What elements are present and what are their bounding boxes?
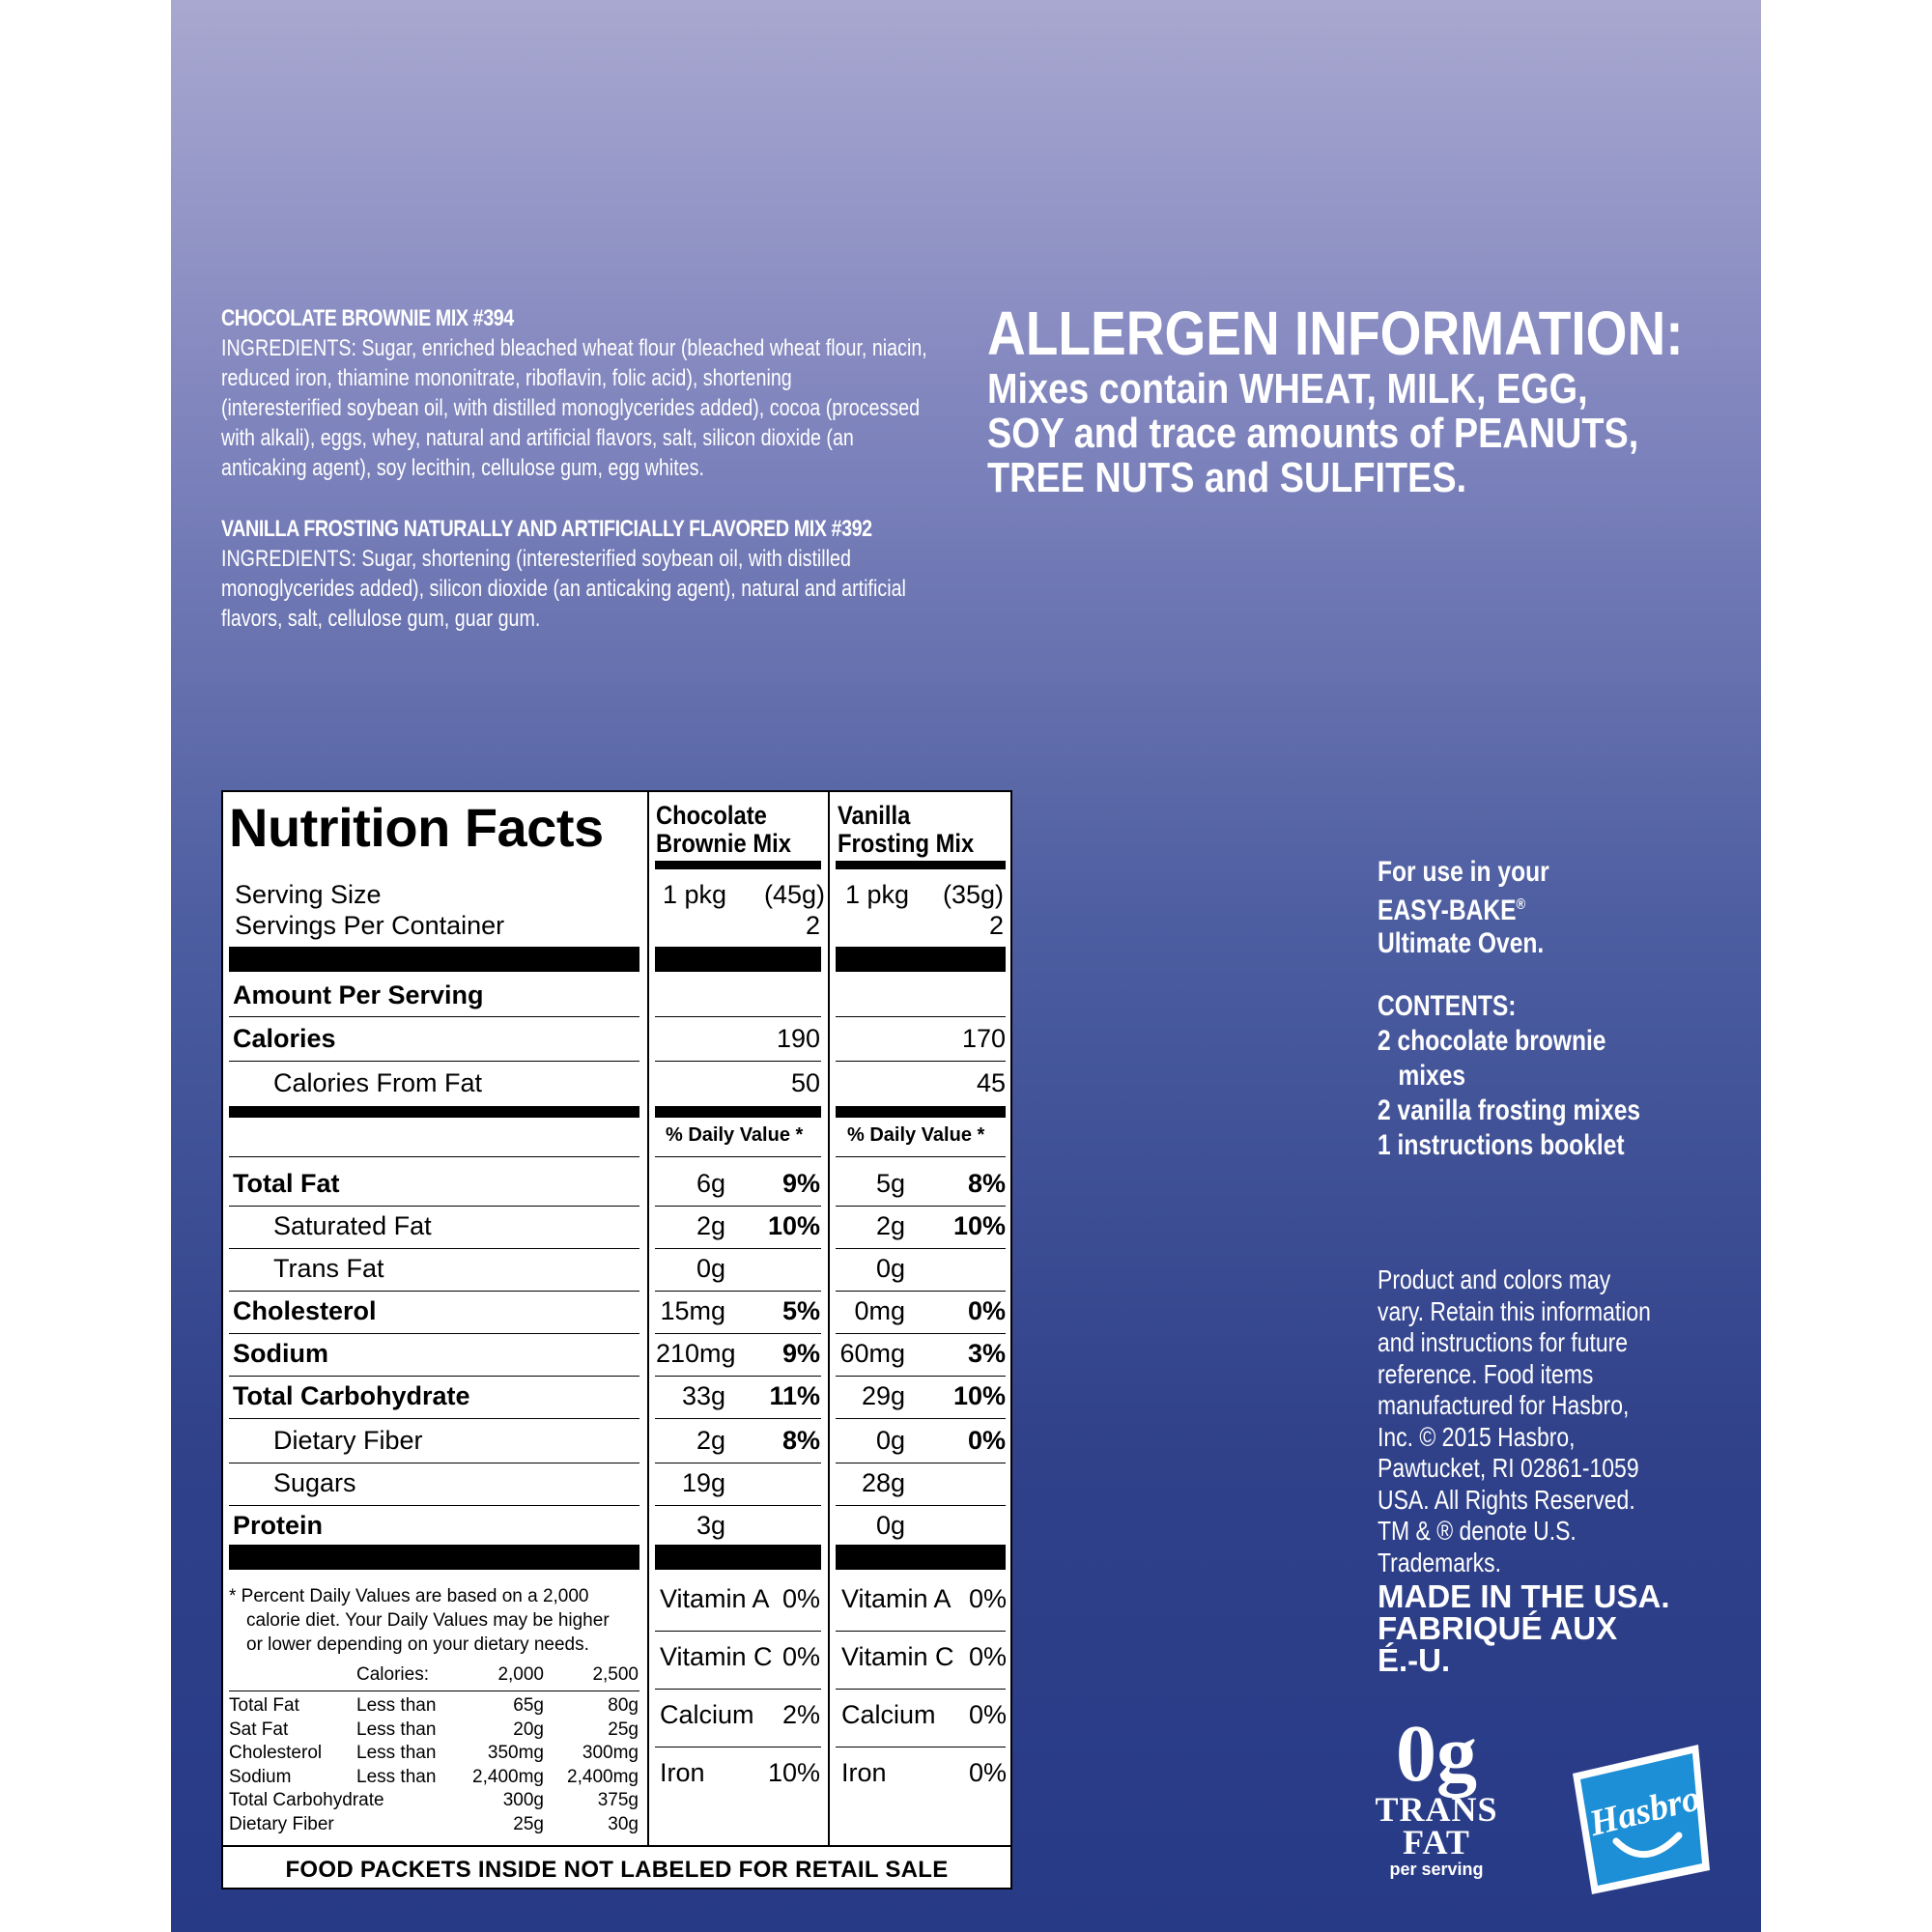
legal-line: Inc. © 2015 Hasbro, [1378, 1421, 1576, 1452]
legal-line: reference. Food items [1378, 1358, 1594, 1389]
legal-line: TM & ® denote U.S. [1378, 1516, 1577, 1546]
contents-item: 2 chocolate brownie [1378, 1025, 1606, 1057]
nutrient-amount-frosting: 2g [875, 1211, 905, 1240]
nutrient-label: Sugars [273, 1468, 356, 1497]
vitamin-name: Iron [841, 1758, 887, 1787]
rule [836, 1689, 1006, 1690]
nutrient-dv-brownie: 5% [781, 1296, 820, 1325]
col-head-brownie: Chocolate Brownie Mix [656, 801, 791, 858]
rule [655, 1376, 821, 1377]
vitamin-name: Vitamin A [660, 1584, 770, 1613]
fn-qualifier: Less than [356, 1743, 437, 1763]
contents-title: CONTENTS: [1378, 990, 1517, 1022]
rule [229, 1291, 639, 1292]
trans-fat-text: FAT [1403, 1823, 1470, 1861]
vitamin-name: Calcium [841, 1700, 936, 1729]
nutrient-dv-frosting: 10% [952, 1381, 1006, 1410]
nutrient-amount-brownie: 6g [696, 1169, 725, 1198]
servings-brownie: 2 [805, 911, 820, 940]
nutrient-label: Calories [233, 1024, 336, 1053]
nutrient-amount-brownie: 50 [790, 1068, 820, 1097]
fn-nutrient: Sat Fat [229, 1719, 289, 1740]
vitamin-value: 0% [968, 1584, 1007, 1613]
brownie-line: INGREDIENTS: Sugar, enriched bleached wheat flour (bleached wheat flour, niacin, [221, 335, 927, 361]
allergen-line: TREE NUTS and SULFITES. [987, 454, 1467, 501]
thick-rule [655, 947, 821, 972]
allergen-line: Mixes contain WHEAT, MILK, EGG, [987, 365, 1588, 412]
nutrient-dv-frosting: 0% [967, 1296, 1006, 1325]
nutrient-label: Total Fat [233, 1169, 340, 1198]
nutrient-dv-frosting: 0% [967, 1426, 1006, 1455]
nutrient-dv-brownie: 11% [769, 1381, 820, 1410]
use-line: Ultimate Oven. [1378, 927, 1545, 959]
fn-qualifier: Less than [356, 1719, 437, 1740]
nutrient-amount-brownie: 0g [696, 1254, 725, 1283]
fn-value-2000: 300g [502, 1790, 544, 1810]
made-in-usa [1378, 1580, 1783, 1676]
legal-line: USA. All Rights Reserved. [1378, 1484, 1635, 1515]
rule [229, 1206, 639, 1207]
fn-value-2000: 350mg [487, 1743, 544, 1763]
rule [655, 1505, 821, 1506]
rule [229, 1505, 639, 1506]
nutrient-amount-frosting: 0g [875, 1254, 905, 1283]
fn-header-2500: 2,500 [592, 1664, 639, 1685]
use-line: EASY-BAKE [1378, 895, 1517, 926]
hasbro-text: Hasbro [1585, 1777, 1705, 1845]
rule [229, 1418, 639, 1419]
vitamin-value: 2% [781, 1700, 820, 1729]
rule [836, 1156, 1006, 1157]
rule [229, 1333, 639, 1334]
rule [229, 1016, 639, 1017]
nutrient-amount-brownie: 190 [776, 1024, 820, 1053]
rule [655, 1689, 821, 1690]
trans-fat-logo [1364, 1709, 1509, 1880]
vitamin-value: 0% [968, 1758, 1007, 1787]
nutrient-amount-frosting: 170 [961, 1024, 1006, 1053]
amount-per-serving: Amount Per Serving [233, 980, 484, 1009]
nutrient-dv-frosting: 8% [967, 1169, 1006, 1198]
nutrient-amount-frosting: 29g [861, 1381, 905, 1410]
made-line: FABRIQUÉ AUX [1378, 1610, 1618, 1646]
thick-rule [229, 947, 639, 972]
daily-value-footnote: * Percent Daily Values are based on a 2,000 calorie diet. Your Daily Values may be higher or lower depending on your dietary needs. [229, 1586, 610, 1655]
servings-frosting: 2 [988, 911, 1004, 940]
fn-header-2000: 2,000 [497, 1664, 544, 1685]
nutrient-amount-frosting: 5g [875, 1169, 905, 1198]
nutrient-label: Cholesterol [233, 1296, 377, 1325]
legal-line: Pawtucket, RI 02861-1059 [1378, 1453, 1639, 1483]
nutrient-label: Trans Fat [273, 1254, 384, 1283]
allergen-line: SOY and trace amounts of PEANUTS, [987, 410, 1639, 457]
rule [836, 1061, 1006, 1062]
serving-frosting-g: (35g) [942, 880, 1004, 909]
rule [655, 1206, 821, 1207]
made-line: É.-U. [1378, 1642, 1451, 1678]
rule [836, 1418, 1006, 1419]
vitamin-name: Vitamin C [660, 1642, 773, 1671]
frosting-line: INGREDIENTS: Sugar, shortening (interesterified soybean oil, with distilled [221, 546, 851, 572]
vitamin-value: 0% [781, 1642, 820, 1671]
thick-rule [836, 1545, 1006, 1570]
rule [836, 1376, 1006, 1377]
serving-brownie-g: (45g) [764, 880, 826, 909]
vitamin-name: Vitamin C [841, 1642, 954, 1671]
vitamin-value: 0% [968, 1642, 1007, 1671]
rule [655, 1156, 821, 1157]
servings-per-label: Servings Per Container [235, 911, 505, 940]
rule [836, 1291, 1006, 1292]
nutrient-amount-brownie: 2g [696, 1426, 725, 1455]
rule [836, 1631, 1006, 1632]
fn-value-2000: 20g [513, 1719, 544, 1740]
thick-rule [229, 1545, 639, 1570]
brownie-heading: CHOCOLATE BROWNIE MIX #394 [221, 305, 514, 331]
rule [229, 1690, 639, 1691]
nutrient-label: Sodium [233, 1339, 328, 1368]
rule [655, 1418, 821, 1419]
trans-fat-0g: 0g [1396, 1709, 1477, 1799]
rule [836, 1505, 1006, 1506]
nutrient-amount-frosting: 45 [976, 1068, 1006, 1097]
fn-nutrient: Total Carbohydrate [229, 1790, 384, 1810]
rule [655, 1016, 821, 1017]
nutrient-label: Calories From Fat [273, 1068, 483, 1097]
brownie-line: anticaking agent), soy lecithin, cellulose gum, egg whites. [221, 455, 704, 481]
vitamin-name: Iron [660, 1758, 705, 1787]
thick-rule [836, 947, 1006, 972]
fn-nutrient: Total Fat [229, 1695, 299, 1716]
vitamin-value: 0% [781, 1584, 820, 1613]
contents-info [1378, 989, 1710, 1163]
footer-rule [223, 1845, 1010, 1847]
retail-sale-footer: FOOD PACKETS INSIDE NOT LABELED FOR RETAIL SALE [285, 1857, 949, 1883]
rule [655, 1333, 821, 1334]
brownie-line: (interesterified soybean oil, with distilled monoglycerides added), cocoa (processed [221, 395, 921, 421]
legal-line: manufactured for Hasbro, [1378, 1390, 1630, 1420]
reg-mark: ® [1516, 896, 1526, 913]
nutrient-label: Dietary Fiber [273, 1426, 423, 1455]
ingredients-brownie [221, 303, 950, 483]
nutrient-amount-brownie: 3g [696, 1511, 725, 1540]
vitamin-value: 10% [767, 1758, 820, 1787]
nutrient-dv-frosting: 10% [952, 1211, 1006, 1240]
serving-brownie: 1 pkg [663, 880, 727, 909]
serving-frosting: 1 pkg [845, 880, 910, 909]
allergen-title: ALLERGEN INFORMATION: [987, 298, 1684, 368]
vitamin-value: 0% [968, 1700, 1007, 1729]
contents-item: 2 vanilla frosting mixes [1378, 1094, 1641, 1126]
fn-value-2000: 65g [513, 1695, 544, 1716]
nutrient-amount-brownie: 15mg [660, 1296, 725, 1325]
legal-line: Product and colors may [1378, 1264, 1611, 1294]
medium-rule [655, 1106, 821, 1118]
rule [229, 1376, 639, 1377]
use-info [1378, 856, 1710, 960]
nutrient-amount-frosting: 0mg [854, 1296, 905, 1325]
nutrition-title: Nutrition Facts [229, 797, 604, 858]
vitamin-name: Calcium [660, 1700, 754, 1729]
frosting-heading: VANILLA FROSTING NATURALLY AND ARTIFICIALLY FLAVORED MIX #392 [221, 516, 872, 542]
made-line: MADE IN THE USA. [1378, 1578, 1670, 1614]
nutrient-label: Saturated Fat [273, 1211, 432, 1240]
nutrient-amount-brownie: 33g [681, 1381, 725, 1410]
nutrient-amount-brownie: 210mg [656, 1339, 736, 1368]
fn-value-2500: 25g [608, 1719, 639, 1740]
fn-nutrient: Sodium [229, 1766, 292, 1787]
fn-value-2500: 300mg [582, 1743, 639, 1763]
fn-header-label: Calories: [356, 1664, 429, 1685]
legal-line: and instructions for future [1378, 1327, 1629, 1357]
fn-nutrient: Cholesterol [229, 1743, 323, 1763]
column-divider [647, 792, 649, 1845]
fn-value-2500: 375g [597, 1790, 639, 1810]
vitamin-name: Vitamin A [841, 1584, 952, 1613]
col-head-frosting: Vanilla Frosting Mix [838, 801, 975, 858]
nutrient-dv-brownie: 8% [781, 1426, 820, 1455]
rule [836, 1248, 1006, 1249]
nutrient-amount-frosting: 60mg [839, 1339, 905, 1368]
nutrient-amount-frosting: 0g [875, 1511, 905, 1540]
rule [229, 1248, 639, 1249]
fn-value-2000: 2,400mg [472, 1766, 544, 1787]
fn-qualifier: Less than [356, 1766, 437, 1787]
contents-item: 1 instructions booklet [1378, 1129, 1625, 1161]
contents-item: mixes [1398, 1060, 1466, 1092]
nutrient-label: Total Carbohydrate [233, 1381, 470, 1410]
rule [655, 861, 821, 869]
nutrition-facts-label [221, 790, 1012, 1889]
nutrient-label: Protein [233, 1511, 324, 1540]
fn-value-2500: 2,400mg [567, 1766, 639, 1787]
rule [836, 1016, 1006, 1017]
daily-value-header: % Daily Value * [847, 1124, 985, 1146]
nutrient-dv-brownie: 9% [781, 1339, 820, 1368]
serving-size-label: Serving Size [235, 880, 382, 909]
column-divider [828, 792, 830, 1845]
fn-nutrient: Dietary Fiber [229, 1813, 334, 1834]
brownie-line: with alkali), eggs, whey, natural and artificial flavors, salt, silicon dioxide (an [221, 425, 854, 451]
daily-value-header: % Daily Value * [666, 1124, 804, 1146]
thick-rule [655, 1545, 821, 1570]
nutrient-dv-brownie: 10% [767, 1211, 820, 1240]
hasbro-logo-icon [1563, 1735, 1718, 1899]
fn-value-2500: 30g [608, 1813, 639, 1834]
rule [229, 1156, 639, 1157]
rule [836, 1206, 1006, 1207]
medium-rule [836, 1106, 1006, 1118]
ingredients-frosting [221, 514, 950, 634]
allergen-info [987, 298, 1760, 501]
rule [836, 1333, 1006, 1334]
fn-value-2500: 80g [608, 1695, 639, 1716]
rule [229, 1061, 639, 1062]
rule [655, 1291, 821, 1292]
rule [655, 1248, 821, 1249]
rule [655, 1061, 821, 1062]
fn-value-2000: 25g [513, 1813, 544, 1834]
medium-rule [229, 1106, 639, 1118]
legal-line: vary. Retain this information [1378, 1295, 1651, 1326]
legal-line: Trademarks. [1378, 1547, 1502, 1577]
nutrient-dv-frosting: 3% [967, 1339, 1006, 1368]
use-line: For use in your [1378, 856, 1549, 888]
frosting-line: monoglycerides added), silicon dioxide (an anticaking agent), natural and artificial [221, 576, 906, 602]
brownie-line: reduced iron, thiamine mononitrate, riboflavin, folic acid), shortening [221, 365, 792, 391]
nutrient-amount-brownie: 19g [681, 1468, 725, 1497]
trans-fat-text: TRANS [1375, 1790, 1498, 1829]
rule [655, 1631, 821, 1632]
trans-fat-per-serving: per serving [1389, 1860, 1484, 1879]
legal-info [1378, 1264, 1710, 1578]
rule [836, 861, 1006, 869]
frosting-line: flavors, salt, cellulose gum, guar gum. [221, 606, 541, 632]
nutrient-amount-brownie: 2g [696, 1211, 725, 1240]
nutrient-amount-frosting: 0g [875, 1426, 905, 1455]
nutrient-amount-frosting: 28g [861, 1468, 905, 1497]
fn-qualifier: Less than [356, 1695, 437, 1716]
nutrient-dv-brownie: 9% [781, 1169, 820, 1198]
